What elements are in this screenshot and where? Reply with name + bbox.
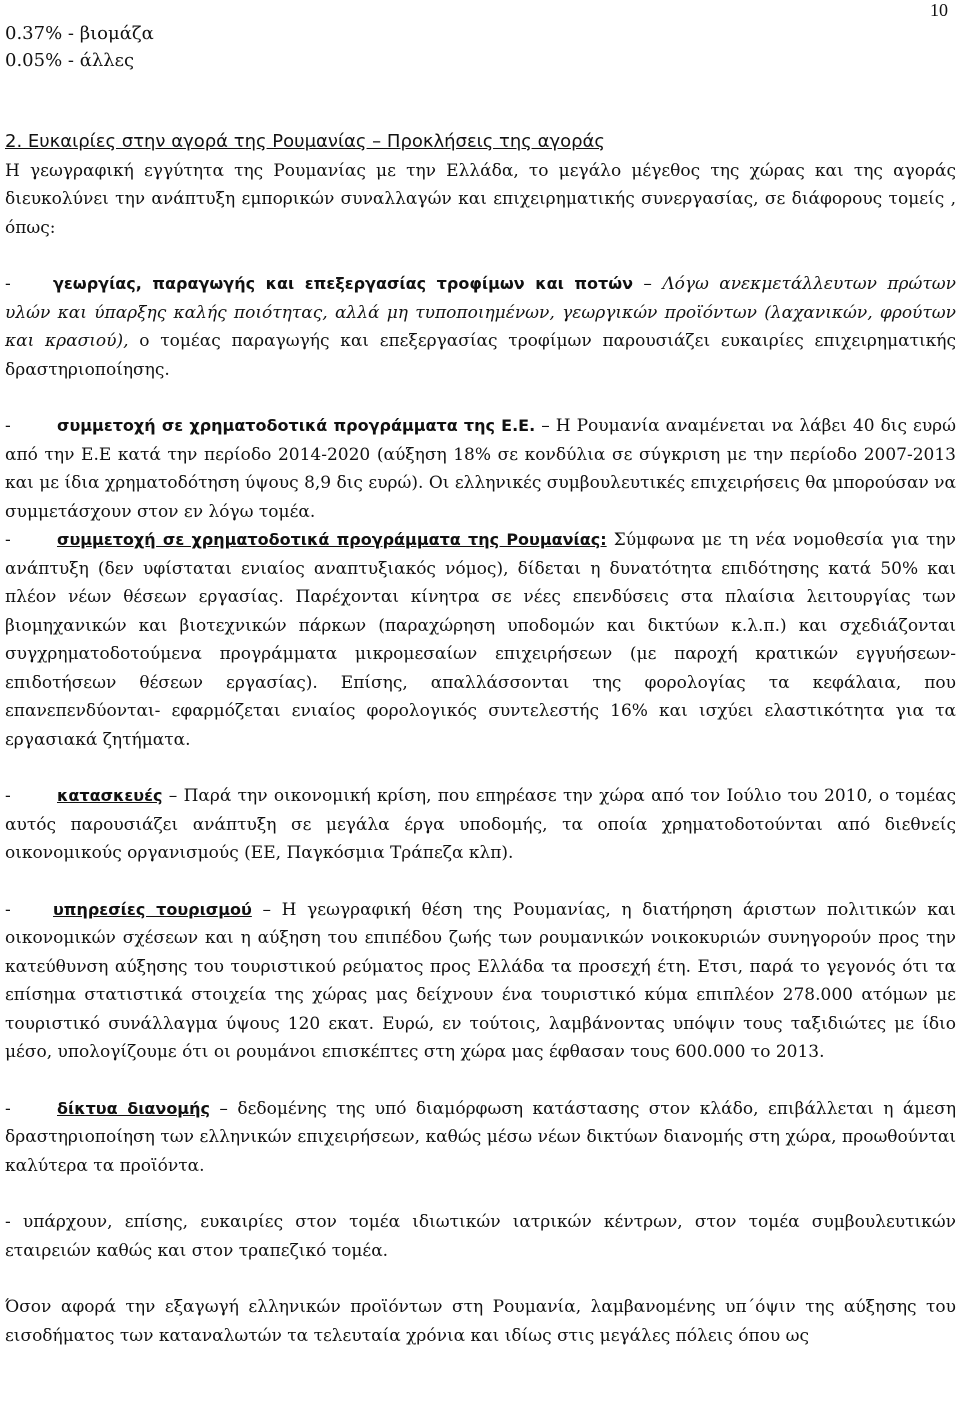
item-title: υπηρεσίες τουρισμού [53,899,252,919]
item-sep: – [535,416,556,436]
item-text: δεδομένης της υπό διαμόρφωση κατάστασης στον κλάδο, επιβάλλεται η άμεση δραστηριοποίηση των ελληνικών επιχειρήσεων, καθώς μέσω νέων δικτύων διανομής στη χώρα, προωθούνται καλύτερα τα προϊόντα. [5,1098,957,1176]
item-dash: - [5,899,11,920]
document-body [5,128,956,1350]
closing-paragraph: Όσον αφορά την εξαγωγή ελληνικών προϊόντων στη Ρουμανία, λαμβανομένης υπ΄όψιν της αύξησης του εισοδήματος των καταναλωτών τα τελευταία χρόνια και ιδίως στις μεγάλες πόλεις όπου ως [5,1297,956,1346]
item-eu-programs [5,412,956,526]
item-agriculture [5,270,956,384]
section-heading: 2. Ευκαιρίες στην αγορά της Ρουμανίας – Προκλήσεις της αγοράς [5,131,605,152]
item-tourism [5,896,956,1067]
item-dash: - [5,1098,11,1119]
item-title: συμμετοχή σε χρηματοδοτικά προγράμματα της Ε.Ε. [57,416,536,435]
item-dash: - [5,530,11,550]
item-romania-programs [5,526,956,754]
item-sep [607,530,614,550]
item-dash: - [5,786,11,806]
item-text: ο τομέας παραγωγής και επεξεργασίας τροφίμων παρουσιάζει ευκαιρίες επιχειρηματικής δραστηριοποίησης. [5,331,956,380]
intro-paragraph: Η γεωγραφική εγγύτητα της Ρουμανίας με την Ελλάδα, το μεγάλο μέγεθος της χώρας και της αγοράς διευκολύνει την ανάπτυξη εμπορικών συναλλαγών και επιχειρηματικής συνεργασίας, σε διάφορους τομείς , όπως: [5,160,956,238]
item-dash: - [5,416,11,436]
share-line-other: 0.05% - άλλες [5,50,135,71]
item-lead: Λόγω ανεκμετάλλευτων πρώτων υλών και ύπαρξης καλής ποιότητας, αλλά μη τυποποιημένων, γεωργικών προϊόντων (λαχανικών, φρούτων και κρασιού), [5,274,956,351]
share-line-biomass: 0.37% - βιομάζα [5,23,154,44]
item-sep: – [162,786,184,806]
item-sep: – [251,899,282,920]
item-dash: - [5,274,11,294]
item-title: γεωργίας, παραγωγής και επεξεργασίας τροφίμων και ποτών [53,274,634,293]
item-title: συμμετοχή σε χρηματοδοτικά προγράμματα της Ρουμανίας: [57,530,607,549]
item-title: δίκτυα διανομής [57,1098,210,1118]
item-sep: – [633,274,663,294]
item-construction [5,782,956,868]
item-title: κατασκευές [57,786,163,805]
item-text: Η γεωγραφική θέση της Ρουμανίας, η διατήρηση άριστων πολιτικών και οικονομικών σχέσεων και η αύξηση του επιπέδου ζωής των ρουμανικών νοικοκυριών συνηγορούν προς την κατεύθυνση αύξησης του τουριστικού ρεύματος προς Ελλάδα τα προσεχή έτη. Ετσι, παρά το γεγονός ότι τα επίσημα στατιστικά στοιχεία της χώρας μας δείχνουν ένα τουριστικό κύμα επιπλέον 278.000 ατόμων με τουριστικό συνάλλαγμα ύψους 120 εκατ. Ευρώ, εν τούτοις, λαμβάνοντας υπόψιν τους ταξιδιώτες με ίδιο μέσο, υπολογίζουμε ότι οι ρουμάνοι επισκέπτες στη χώρα μας έφθασαν τους 600.000 το 2013. [5,899,956,1062]
item-text: Σύμφωνα με τη νέα νομοθεσία για την ανάπτυξη (δεν υφίσταται ενιαίος αναπτυξιακός νόμος), δίδεται η δυνατότητα επιδότησης κατά 50% και πλέον νέων θέσεων εργασίας. Παρέχονται κίνητρα σε νέες επενδύσεις στα πλαίσια λειτουργίας των βιομηχανικών και βιοτεχνικών πάρκων (παραχώρηση υποδομών και δικτύων κ.λ.π.) και σχεδιάζονται συγχρηματοδοτούμενα προγράμματα μικρομεσαίων επιχειρήσεων (με παροχή κρατικών εγγυήσεων-επιδοτήσεων θέσεων εργασίας). Επίσης, απαλλάσσονται της φορολογίας τα κεφάλαια, που επανεπενδύονται- εφαρμόζεται ενιαίος φορολογικός συντελεστής 16% και ισχύει ελαστικότητα για τα εργασιακά ζητήματα. [5,530,956,750]
item-text: Η Ρουμανία αναμένεται να λάβει 40 δις ευρώ από την Ε.Ε κατά την περίοδο 2014-2020 (αύξηση 18% σε κονδύλια σε σύγκριση με την περίοδο 2007-2013 και με ίδια χρηματοδότηση ύψους 8,9 δις ευρώ). Οι ελληνικές συμβουλευτικές επιχειρήσεις θα μπορούσαν να συμμετάσχουν στον εν λόγω τομέα. [5,416,957,522]
item-sep: – [209,1098,238,1119]
item-distribution [5,1095,956,1181]
item-other-sectors: - υπάρχουν, επίσης, ευκαιρίες στον τομέα ιδιωτικών ιατρικών κέντρων, στον τομέα συμβουλευτικών εταιρειών καθώς και στον τραπεζικό τομέα. [5,1212,956,1261]
energy-share-list [5,20,154,74]
page-number: 10 [930,0,948,20]
item-text: Παρά την οικονομική κρίση, που επηρέασε την χώρα από τον Ιούλιο του 2010, ο τομέας αυτός παρουσιάζει ανάπτυξη σε μεγάλα έργα υποδομής, τα οποία χρηματοδοτούνται από διεθνείς οικονομικούς οργανισμούς (ΕΕ, Παγκόσμια Τράπεζα κλπ). [5,786,956,863]
